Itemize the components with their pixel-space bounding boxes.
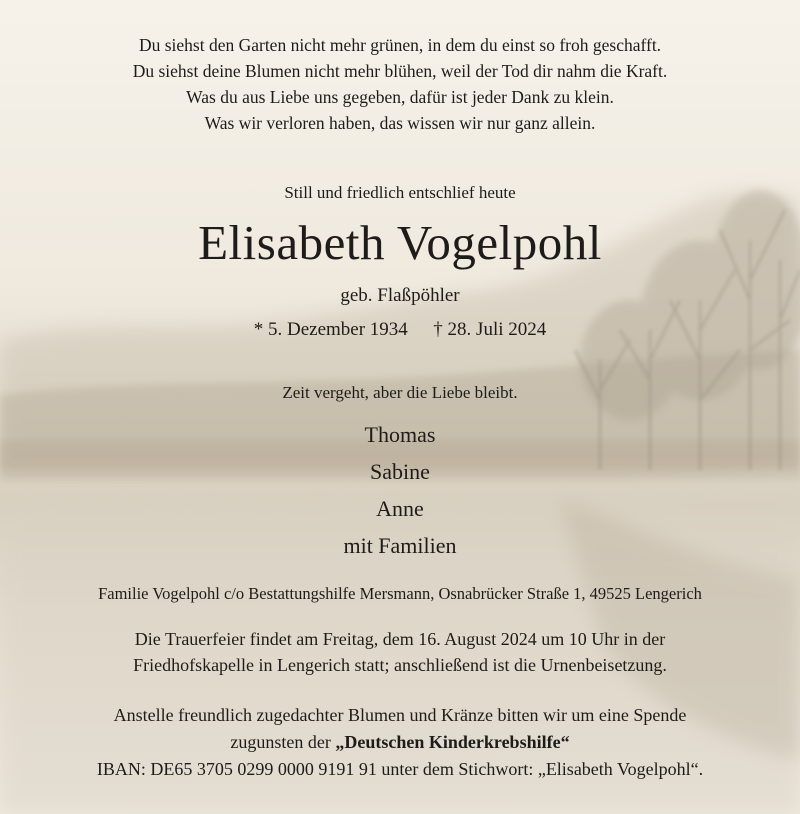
- poem-line-2: Du siehst deine Blumen nicht mehr blühen, weil der Tod dir nahm die Kraft.: [132, 61, 668, 81]
- mourner-2: Sabine: [370, 459, 430, 484]
- donation-iban: IBAN: DE65 3705 0299 0000 9191 91 unter dem Stichwort: „Elisabeth Vogelpohl“.: [96, 759, 704, 779]
- deceased-name: Elisabeth Vogelpohl: [198, 215, 602, 270]
- poem-line-1: Du siehst den Garten nicht mehr grünen, in dem du einst so froh geschafft.: [138, 35, 662, 55]
- donation-line-1: Anstelle freundlich zugedachter Blumen und Kränze bitten wir um eine Spende: [113, 705, 687, 725]
- life-dates: [0, 319, 800, 341]
- intro-text: Still und friedlich entschlief heute: [284, 183, 516, 202]
- mourner-4: mit Familien: [343, 533, 457, 558]
- birth-date: * 5. Dezember 1934: [253, 319, 408, 340]
- donation-prefix: zugunsten der: [230, 732, 336, 752]
- funeral-line-1: Die Trauerfeier findet am Freitag, dem 16. August 2024 um 10 Uhr in der: [134, 629, 666, 649]
- motto: Zeit vergeht, aber die Liebe bleibt.: [282, 383, 518, 402]
- family-address: Familie Vogelpohl c/o Bestattungshilfe Mersmann, Osnabrücker Straße 1, 49525 Lengerich: [98, 584, 702, 603]
- poem-line-4: Was wir verloren haben, das wissen wir nur ganz allein.: [204, 113, 596, 133]
- donation-line-2: [0, 732, 800, 753]
- mourner-1: Thomas: [364, 422, 436, 447]
- charity-name: „Deutschen Kinderkrebshilfe“: [335, 732, 570, 752]
- mourner-3: Anne: [376, 496, 424, 521]
- death-date: † 28. Juli 2024: [433, 319, 547, 340]
- poem-line-3: Was du aus Liebe uns gegeben, dafür ist jeder Dank zu klein.: [186, 87, 614, 107]
- funeral-line-2: Friedhofskapelle in Lengerich statt; anschließend ist die Urnenbeisetzung.: [133, 655, 667, 675]
- maiden-name: geb. Flaßpöhler: [340, 285, 460, 306]
